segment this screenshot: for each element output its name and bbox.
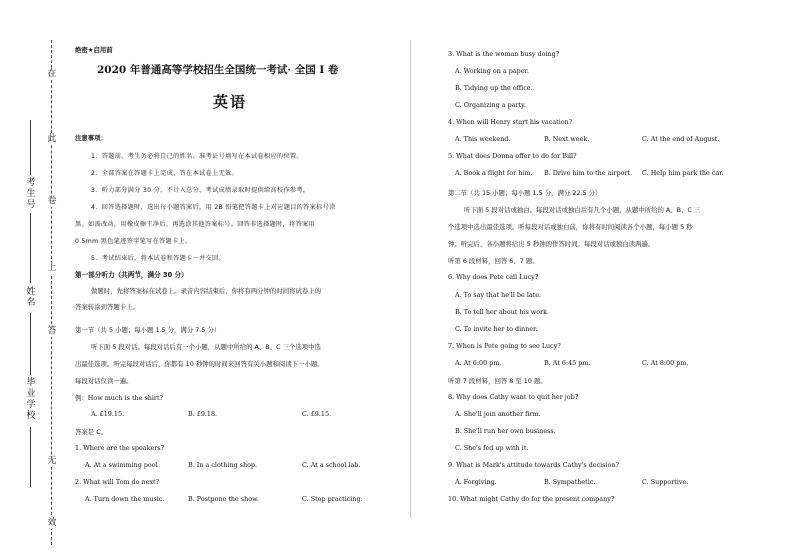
answer-option: C. Stop practicing. (302, 495, 363, 503)
listening-prompt: 听第 7 段材料，回答 8 至 10 题。 (448, 377, 547, 385)
question-text: 2. What will Tom do next? (75, 478, 160, 486)
answer-option: A. Turn down the music. (85, 495, 165, 503)
answer-option: C. Help him park the car. (642, 169, 724, 177)
part1-intro-line: 做题时，先将答案标在试卷上。录音内容结束后，你将有两分钟的时间将试卷上的 (91, 287, 322, 295)
answer-option: C. To invite her to dinner. (455, 325, 538, 333)
answer-option: C. At 8:00 pm. (642, 359, 689, 367)
note-item: 4．回答选择题时，选出每小题答案后，用 2B 铅笔把答题卡上对应题目的答案标号涂 (91, 204, 336, 211)
answer-option: A. Book a flight for him. (455, 169, 533, 177)
answer-option: B. Drive him to the airport. (544, 169, 633, 177)
confidential-mark: 绝密★启用前 (75, 46, 113, 54)
part1-heading: 第一部分听力（共两节，满分 30 分） (75, 271, 188, 279)
question-text: 10. What might Cathy do for the present company? (448, 495, 615, 503)
note-item: 3．听力部分满分 30 分，不计入总分，考试成绩录取时提供给高校作参考。 (91, 187, 310, 194)
question-text: 6. Why does Pete call Lucy? (448, 273, 539, 281)
note-item: 5．考试结束后，将本试卷和答题卡一并交回。 (91, 255, 225, 262)
answer-option: A. This weekend. (455, 135, 511, 143)
answer-option: C. Organizing a party. (455, 101, 526, 109)
fill-line (30, 120, 31, 175)
answer-option: B. Tidying up the office. (455, 84, 533, 92)
seal-char: 卷 (47, 196, 57, 206)
answer-option: B. At 6:45 pm. (544, 359, 591, 367)
section1-instruction: 出最佳选项。听完每段对话后，你都有 10 秒钟的时间来回答有关小题和阅读下一小题。 (75, 360, 324, 368)
question-text: 7. When is Pete going to see Lucy? (448, 342, 561, 350)
answer-option: C. At a school lab. (302, 461, 361, 469)
seal-char: 上 (47, 263, 57, 273)
part1-intro-line: 答案转涂到答题卡上。 (75, 303, 139, 311)
subject-title: 英语 (213, 93, 248, 111)
school-label: 毕业学校 (26, 378, 36, 421)
answer-option: B. She'll run her own business. (455, 427, 556, 435)
note-item: 0.5mm 黑色笔迹签字笔写在答题卡上。 (75, 238, 192, 245)
example-answer: 答案是 C。 (75, 428, 108, 436)
question-text: 5. What does Donna offer to do for Bill? (448, 152, 577, 160)
seal-char: 在 (47, 69, 57, 79)
seal-char: 答 (47, 326, 57, 336)
answer-option: C. At the end of August. (642, 135, 720, 143)
section1-instruction: 听下面 5 段对话。每段对话后有一个小题，从题中所给的 A、B、C 三个选项中选 (91, 343, 321, 351)
answer-option: C. She's fed up with it. (455, 444, 529, 452)
question-text: 3. What is the woman busy doing? (448, 50, 560, 58)
example-question: 例：How much is the shirt? (75, 394, 163, 402)
fill-line (30, 213, 31, 283)
exam-number-label: 考生号 (26, 178, 36, 210)
note-item: 2．全部答案在答题卡上完成，答在本试卷上无效。 (91, 170, 238, 177)
example-option: C. £9.15. (302, 410, 332, 418)
example-option: A. £19.15. (91, 410, 125, 418)
seal-char: 无 (47, 456, 57, 466)
answer-option: C. Supportive. (642, 478, 689, 486)
column-divider (410, 40, 411, 518)
seal-char: 效 (47, 518, 57, 528)
answer-option: B. Next week. (544, 135, 590, 143)
section1-instruction: 每段对话仅读一遍。 (75, 377, 133, 385)
note-item: 1．答题前，考生务必将自己的姓名、准考证号填写在本试卷相应的位置。 (91, 153, 303, 160)
question-text: 4. When will Henry start his vacation? (448, 118, 573, 126)
answer-option: A. To say that he'll be late. (455, 291, 542, 299)
name-label: 姓名 (26, 287, 36, 308)
question-text: 1. Where are the speakers? (75, 444, 165, 452)
answer-option: A. At a swimming pool (85, 461, 158, 469)
fill-line (30, 427, 31, 487)
listening-prompt: 听第 6 段材料，回答 6、7 题。 (448, 257, 539, 265)
binding-margin (0, 0, 70, 560)
exam-title: 2020 年普通高等学校招生全国统一考试· 全国 I 卷 (97, 64, 339, 76)
section1-heading: 第一节（共 5 小题；每小题 1.5 分，满分 7.5 分） (75, 326, 221, 334)
answer-option: A. She'll join another firm. (455, 410, 541, 418)
section2-heading: 第二节（共 15 小题；每小题 1.5 分，满分 22.5 分） (448, 189, 602, 197)
section2-instruction: 钟；听完后，各小题将给出 5 秒钟的作答时间。每段对话或独白读两遍。 (448, 240, 655, 248)
note-item: 黑。如需改动，用橡皮擦干净后，再选涂其他答案标号。回答非选择题时，将答案用 (75, 221, 316, 228)
seal-char: 此 (47, 134, 57, 144)
answer-option: B. Sympathetic. (544, 478, 596, 486)
example-option: B. £9.18. (188, 410, 218, 418)
answer-option: B. Postpone the show. (188, 495, 259, 503)
notes-heading: 注意事项： (75, 134, 107, 142)
section2-instruction: 听下面 5 段对话或独白。每段对话或独白后有几个小题，从题中所给的 A、B、C 三 (464, 206, 701, 214)
question-text: 9. What is Mark's attitude towards Cathy's decision? (448, 461, 619, 469)
answer-option: B. To tell her about his work. (455, 308, 550, 316)
question-text: 8. Why does Cathy want to quit her job? (448, 393, 579, 401)
answer-option: A. At 6:00 pm. (455, 359, 502, 367)
fill-line (30, 313, 31, 375)
seal-line (51, 40, 52, 545)
answer-option: A. Forgiving. (455, 478, 497, 486)
section2-instruction: 个选项中选出最佳选项。听每段对话或独白前，你将有时间阅读各个小题，每小题 5 秒 (448, 223, 693, 231)
answer-option: A. Working on a paper. (455, 67, 529, 75)
answer-option: B. In a clothing shop. (188, 461, 258, 469)
